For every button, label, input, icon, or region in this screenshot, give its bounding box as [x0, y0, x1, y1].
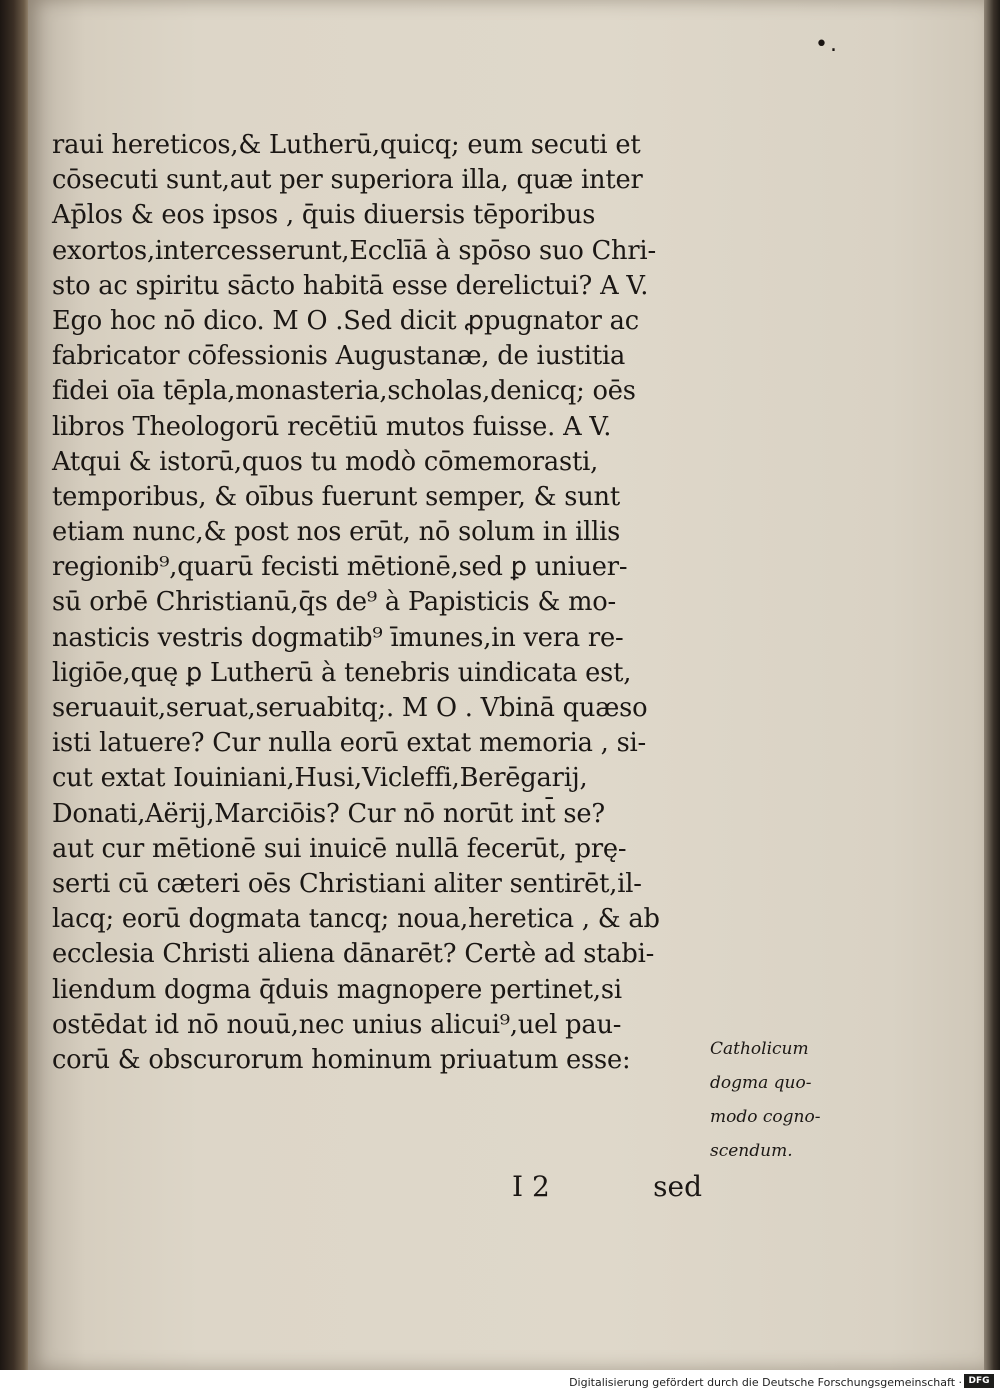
- corner-mark: •.: [815, 32, 839, 57]
- text-line: temporibus, & oībus fuerunt semper, & sunt: [52, 481, 620, 512]
- page-footer: [512, 1170, 702, 1204]
- text-line: lacq; eorū dogmata tancq; noua,heretica , & ab: [52, 904, 660, 935]
- text-line: ligiōe,quę ꝑ Lutherū à tenebris uindicata est,: [52, 657, 632, 688]
- dfg-logo-icon: DFG: [964, 1374, 994, 1388]
- text-line: Donati,Aërij,Marciōis? Cur nō norūt int̄ se?: [52, 798, 605, 829]
- text-line: cut extat Iouiniani,Husi,Vicleffi,Berēgarij,: [52, 763, 588, 794]
- text-line: liendum dogma q̄duis magnopere pertinet,si: [52, 974, 622, 1005]
- text-line: exortos,intercesserunt,Ecclīā à spōso suo Chri-: [52, 235, 656, 266]
- text-line: ostēdat id nō nouū,nec unius alicui⁹,uel pau-: [52, 1009, 622, 1040]
- marginal-note-line: modo cogno-: [710, 1107, 821, 1127]
- text-line: nasticis vestris dogmatib⁹ īmunes,in vera re-: [52, 622, 624, 653]
- text-line: regionib⁹,quarū fecisti mētionē,sed ꝑ uniuer-: [52, 552, 628, 583]
- funding-credit: Digitalisierung gefördert durch die Deutsche Forschungsgemeinschaft ·: [569, 1376, 962, 1389]
- credit-bar: [0, 1370, 1000, 1392]
- text-line: Ego hoc nō dico. M O .Sed dicit ꝓpugnator ac: [52, 305, 639, 336]
- text-line: cōsecuti sunt,aut per superiora illa, quæ inter: [52, 165, 643, 196]
- marginal-note: [710, 1032, 850, 1168]
- text-line: etiam nunc,& post nos erūt, nō solum in illis: [52, 517, 621, 548]
- text-line: aut cur mētionē sui inuicē nullā fecerūt, prę-: [52, 833, 627, 864]
- marginal-note-line: scendum.: [710, 1141, 793, 1161]
- text-line: seruauit,seruat,seruabitq;. M O . Vbinā quæso: [52, 693, 648, 723]
- text-line: libros Theologorū recētiū mutos fuisse. A V.: [52, 411, 612, 442]
- catchword: sed: [653, 1170, 702, 1203]
- text-line: sto ac spiritu sācto habitā esse derelictui? A V.: [52, 270, 649, 301]
- marginal-note-line: dogma quo-: [710, 1073, 812, 1093]
- text-line: corū & obscurorum hominum priuatum esse:: [52, 1044, 631, 1075]
- signature-mark: I 2: [512, 1170, 550, 1203]
- text-line: sū orbē Christianū,q̄s de⁹ à Papisticis & mo-: [52, 587, 616, 618]
- main-text-block: [52, 128, 712, 1078]
- text-line: fidei oīa tēpla,monasteria,scholas,denicq; oēs: [52, 376, 636, 407]
- text-line: Ap̄los & eos ipsos , q̄uis diuersis tēporibus: [52, 200, 596, 231]
- book-binding-edge: [0, 0, 30, 1370]
- text-line: raui hereticos,& Lutherū,quicq; eum secuti et: [52, 130, 641, 160]
- text-line: serti cū cæteri oēs Christiani aliter sentirēt,il-: [52, 868, 642, 899]
- page-outer-edge: [984, 0, 1000, 1370]
- marginal-note-line: Catholicum: [710, 1039, 809, 1059]
- text-line: fabricator cōfessionis Augustanæ, de iustitia: [52, 341, 626, 372]
- text-line: Atqui & istorū,quos tu modò cōmemorasti,: [52, 446, 599, 477]
- text-line: isti latuere? Cur nulla eorū extat memoria , si-: [52, 728, 647, 759]
- text-line: ecclesia Christi aliena dānarēt? Certè ad stabi-: [52, 939, 655, 970]
